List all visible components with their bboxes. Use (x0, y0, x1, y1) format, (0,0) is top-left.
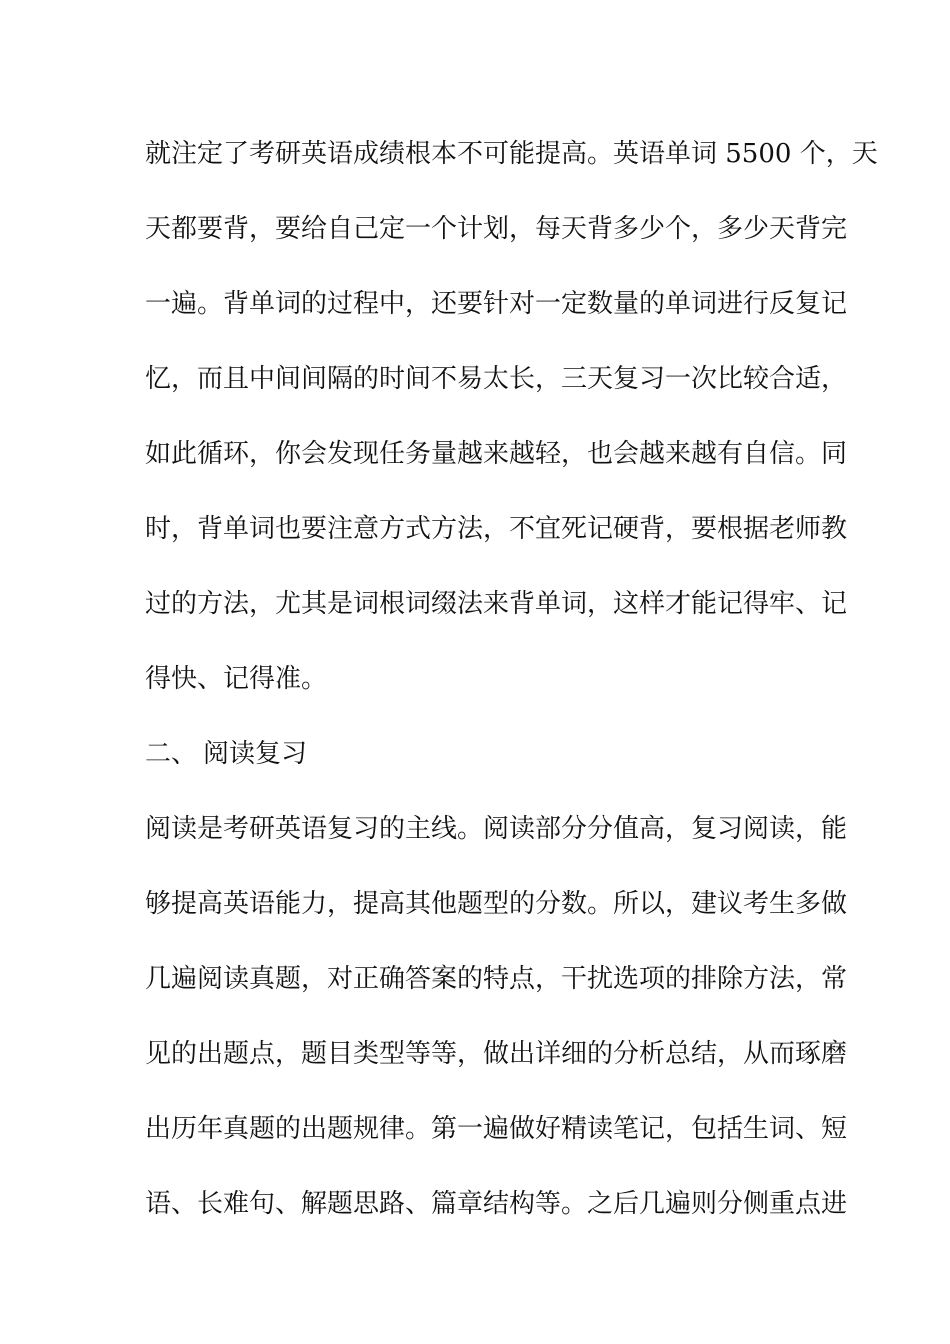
text-line: 时，背单词也要注意方式方法，不宜死记硬背，要根据老师教 (145, 514, 848, 544)
paragraph-reading (145, 809, 848, 1259)
text-line: 语、长难句、解题思路、篇章结构等。之后几遍则分侧重点进 (145, 1189, 848, 1219)
text-line: 几遍阅读真题，对正确答案的特点，干扰选项的排除方法，常 (145, 964, 848, 994)
text-line: 如此循环，你会发现任务量越来越轻，也会越来越有自信。同 (145, 439, 848, 469)
text-line: 天都要背，要给自己定一个计划，每天背多少个，多少天背完 (145, 214, 848, 244)
text-line: 够提高英语能力，提高其他题型的分数。所以，建议考生多做 (145, 889, 848, 919)
paragraph-vocabulary (145, 134, 878, 734)
section-title: 阅读复习 (203, 739, 308, 769)
text-line: 一遍。背单词的过程中，还要针对一定数量的单词进行反复记 (145, 289, 848, 319)
text-line: 见的出题点，题目类型等等，做出详细的分析总结，从而琢磨 (145, 1039, 848, 1069)
text-line: 忆，而且中间间隔的时间不易太长，三天复习一次比较合适， (145, 364, 848, 394)
text-line: 过的方法，尤其是词根词缀法来背单词，这样才能记得牢、记 (145, 589, 848, 619)
text-line: 得快、记得准。 (145, 664, 328, 694)
section-heading (145, 734, 810, 809)
text-line: 就注定了考研英语成绩根本不可能提高。英语单词 5500 个，天 (145, 139, 878, 169)
text-line: 阅读是考研英语复习的主线。阅读部分分值高，复习阅读，能 (145, 814, 848, 844)
section-number: 二、 (145, 739, 198, 769)
text-line: 出历年真题的出题规律。第一遍做好精读笔记，包括生词、短 (145, 1114, 848, 1144)
document-body (145, 134, 878, 1259)
